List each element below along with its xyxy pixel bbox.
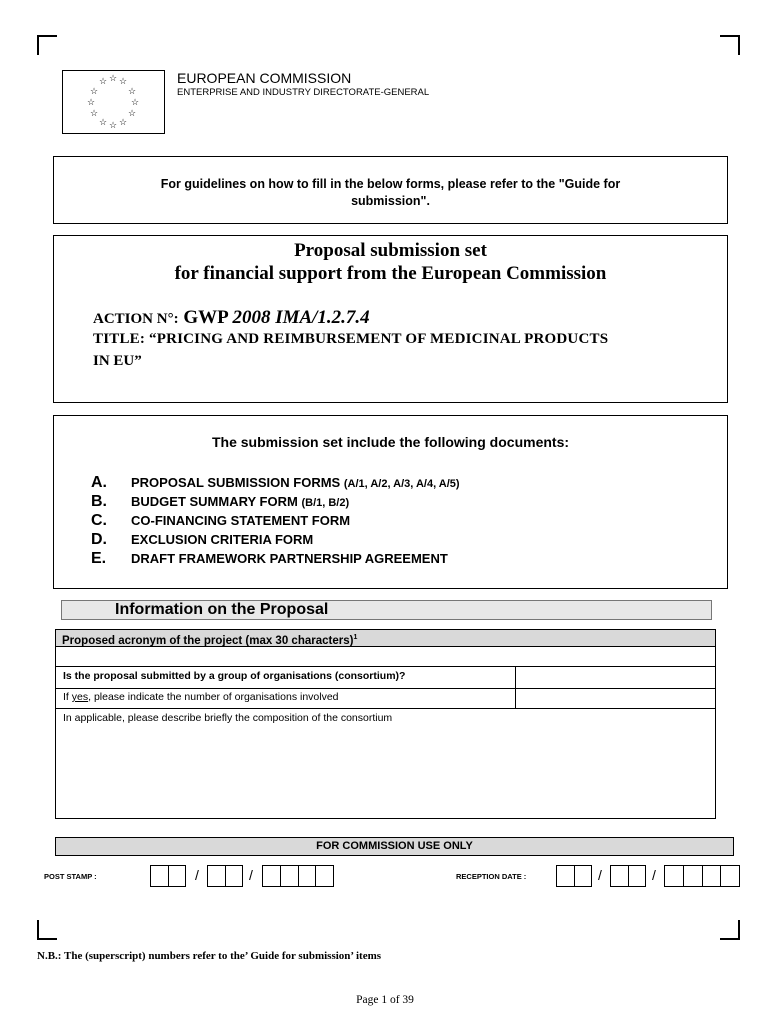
consortium-answer-field[interactable] bbox=[517, 667, 715, 687]
document-item: E. DRAFT FRAMEWORK PARTNERSHIP AGREEMENT bbox=[91, 550, 448, 567]
organisations-count-field[interactable] bbox=[517, 689, 715, 707]
organisations-count-label: If yes, please indicate the number of organisations involved bbox=[63, 691, 339, 703]
footnote: N.B.: The (superscript) numbers refer to the’ Guide for submission’ items bbox=[37, 950, 382, 962]
document-item: C. CO-FINANCING STATEMENT FORM bbox=[91, 512, 351, 529]
crop-mark-bottom-left bbox=[37, 920, 57, 940]
documents-heading: The submission set include the following documents: bbox=[211, 434, 570, 450]
post-stamp-label: POST STAMP : bbox=[44, 872, 97, 881]
action-label: ACTION N°: bbox=[93, 311, 179, 327]
proposal-title-line1: Proposal submission set bbox=[294, 240, 487, 261]
guide-note-line2: submission". bbox=[351, 194, 430, 208]
title-text-line1: “PRICING AND REIMBURSEMENT OF MEDICINAL PRODUCTS bbox=[149, 331, 609, 347]
crop-mark-top-right bbox=[720, 35, 740, 55]
directorate-name: ENTERPRISE AND INDUSTRY DIRECTORATE-GENERAL bbox=[177, 87, 430, 98]
acronym-label: Proposed acronym of the project (max 30 characters)$^1$ bbox=[56, 630, 715, 647]
reception-date-year[interactable] bbox=[664, 865, 740, 887]
date-separator: / bbox=[598, 867, 602, 883]
guide-note-line1: For guidelines on how to fill in the below forms, please refer to the "Guide for bbox=[160, 177, 621, 191]
post-stamp-day[interactable] bbox=[150, 865, 186, 887]
organisation-name: EUROPEAN COMMISSION bbox=[177, 70, 352, 86]
action-code: GWP bbox=[183, 307, 228, 328]
action-number bbox=[93, 307, 370, 329]
title-text-line2: IN EU” bbox=[93, 353, 142, 369]
title-label: TITLE: bbox=[93, 331, 146, 347]
date-separator: / bbox=[195, 867, 199, 883]
consortium-composition-label: In applicable, please describe briefly the composition of the consortium bbox=[63, 712, 393, 724]
reception-date-label: RECEPTION DATE : bbox=[456, 872, 527, 881]
proposal-title-text bbox=[93, 331, 608, 348]
proposal-title-box bbox=[53, 235, 728, 403]
crop-mark-top-left bbox=[37, 35, 57, 55]
consortium-question: Is the proposal submitted by a group of organisations (consortium)? bbox=[63, 670, 406, 682]
page-number: Page 1 of 39 bbox=[356, 994, 414, 1006]
proposal-title-line2: for financial support from the European Commission bbox=[174, 263, 607, 284]
guide-note-box bbox=[53, 156, 728, 224]
reception-date-day[interactable] bbox=[556, 865, 592, 887]
acronym-field[interactable] bbox=[56, 647, 715, 665]
action-reference: 2008 IMA/1.2.7.4 bbox=[232, 307, 370, 328]
crop-mark-bottom-right bbox=[720, 920, 740, 940]
reception-date-month[interactable] bbox=[610, 865, 646, 887]
date-separator: / bbox=[249, 867, 253, 883]
post-stamp-year[interactable] bbox=[262, 865, 334, 887]
document-item: A. PROPOSAL SUBMISSION FORMS (A/1, A/2, A/3, A/4, A/5) bbox=[91, 474, 460, 491]
commission-use-heading: FOR COMMISSION USE ONLY bbox=[55, 837, 734, 856]
eu-flag-logo: ☆ ☆ ☆ ☆ ☆ ☆ ☆ ☆ ☆ ☆ ☆ ☆ bbox=[62, 70, 165, 134]
documents-box bbox=[53, 415, 728, 589]
document-item: B. BUDGET SUMMARY FORM (B/1, B/2) bbox=[91, 493, 350, 510]
proposal-info-form bbox=[55, 629, 716, 819]
consortium-composition-field[interactable] bbox=[56, 726, 715, 818]
info-section-heading: Information on the Proposal bbox=[61, 600, 712, 620]
document-item: D. EXCLUSION CRITERIA FORM bbox=[91, 531, 314, 548]
post-stamp-month[interactable] bbox=[207, 865, 243, 887]
date-separator: / bbox=[652, 867, 656, 883]
